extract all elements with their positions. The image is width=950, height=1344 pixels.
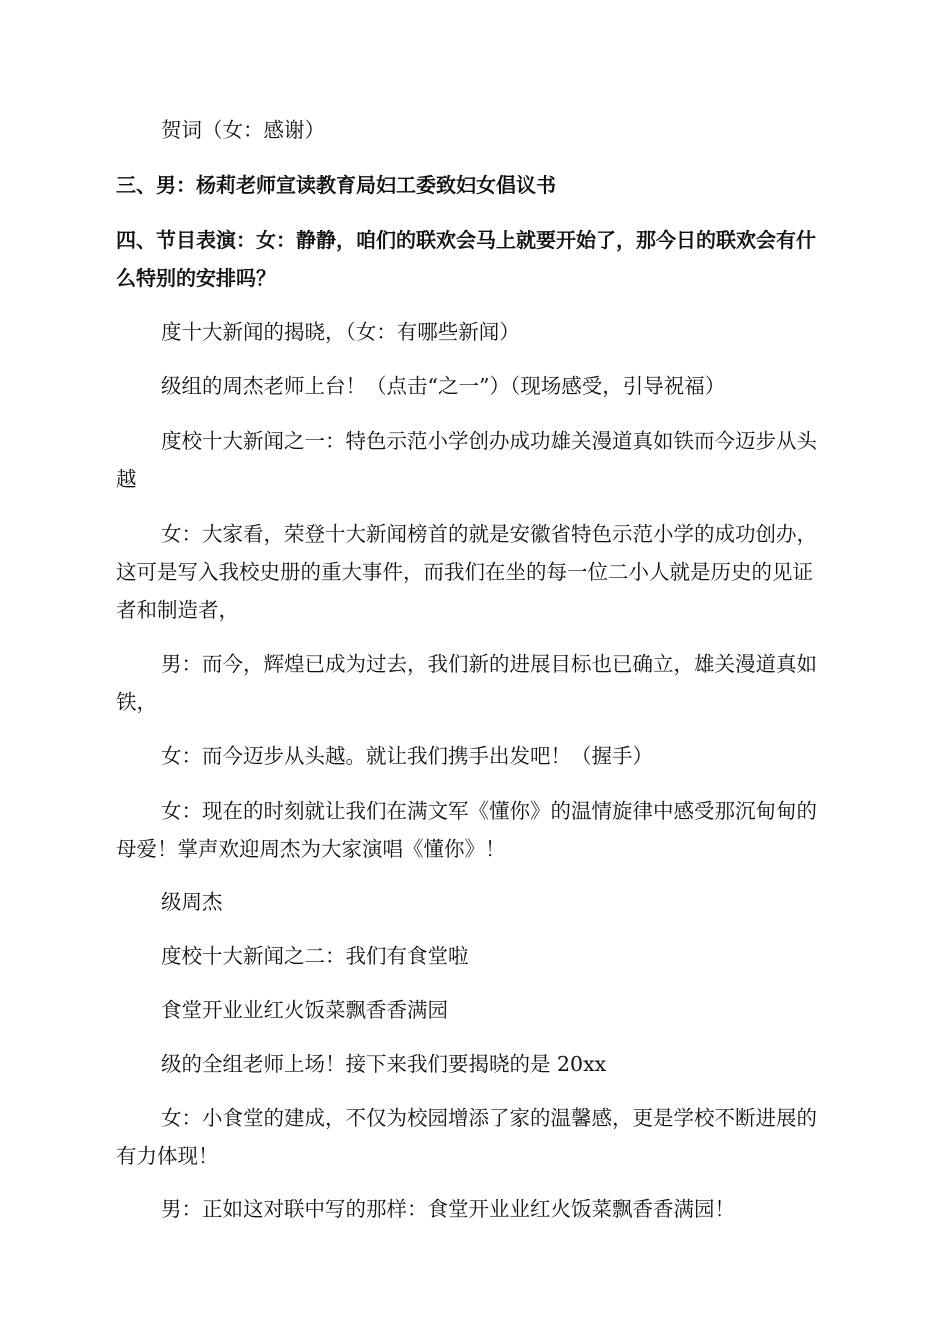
paragraph-couplet: 食堂开业业红火饭菜飘香香满园 bbox=[161, 998, 448, 1022]
paragraph-female-line-3: 女：现在的时刻就让我们在满文军《懂你》的温情旋律中感受那沉甸甸的母爱！掌声欢迎周杰为大家演唱《懂你》！ bbox=[116, 799, 817, 861]
heading-section-three: 三、男：杨莉老师宣读教育局妇工委致妇女倡议书 bbox=[116, 173, 556, 197]
paragraph-female-line-1: 女：大家看，荣登十大新闻榜首的就是安徽省特色示范小学的成功创办，这可是写入我校史册的重大事件，而我们在坐的每一位二小人就是历史的见证者和制造者， bbox=[116, 522, 817, 622]
paragraph-zhoujie: 级周杰 bbox=[161, 890, 223, 914]
paragraph-female-line-4: 女：小食堂的建成，不仅为校园增添了家的温馨感，更是学校不断进展的有力体现！ bbox=[116, 1106, 817, 1168]
paragraph-male-line-2: 男：正如这对联中写的那样：食堂开业业红火饭菜飘香香满园！ bbox=[161, 1197, 735, 1221]
paragraph-greeting: 贺词（女：感谢） bbox=[161, 118, 325, 142]
heading-section-four: 四、节目表演：女：静静，咱们的联欢会马上就要开始了，那今日的联欢会有什么特别的安排吗？ bbox=[116, 228, 816, 290]
paragraph-female-line-2: 女：而今迈步从头越。就让我们携手出发吧！（握手） bbox=[161, 744, 653, 768]
paragraph-news-reveal: 度十大新闻的揭晓，（女：有哪些新闻） bbox=[161, 320, 520, 344]
paragraph-male-line-1: 男：而今，辉煌已成为过去，我们新的进展目标也已确立，雄关漫道真如铁， bbox=[116, 652, 817, 714]
paragraph-next-reveal: 级的全组老师上场！接下来我们要揭晓的是 20xx bbox=[161, 1052, 607, 1076]
paragraph-news-one: 度校十大新闻之一：特色示范小学创办成功雄关漫道真如铁而今迈步从头越 bbox=[116, 429, 817, 491]
paragraph-zhoujie-stage: 级组的周杰老师上台！（点击“之一”）（现场感受，引导祝福） bbox=[161, 374, 726, 398]
paragraph-news-two: 度校十大新闻之二：我们有食堂啦 bbox=[161, 944, 469, 968]
